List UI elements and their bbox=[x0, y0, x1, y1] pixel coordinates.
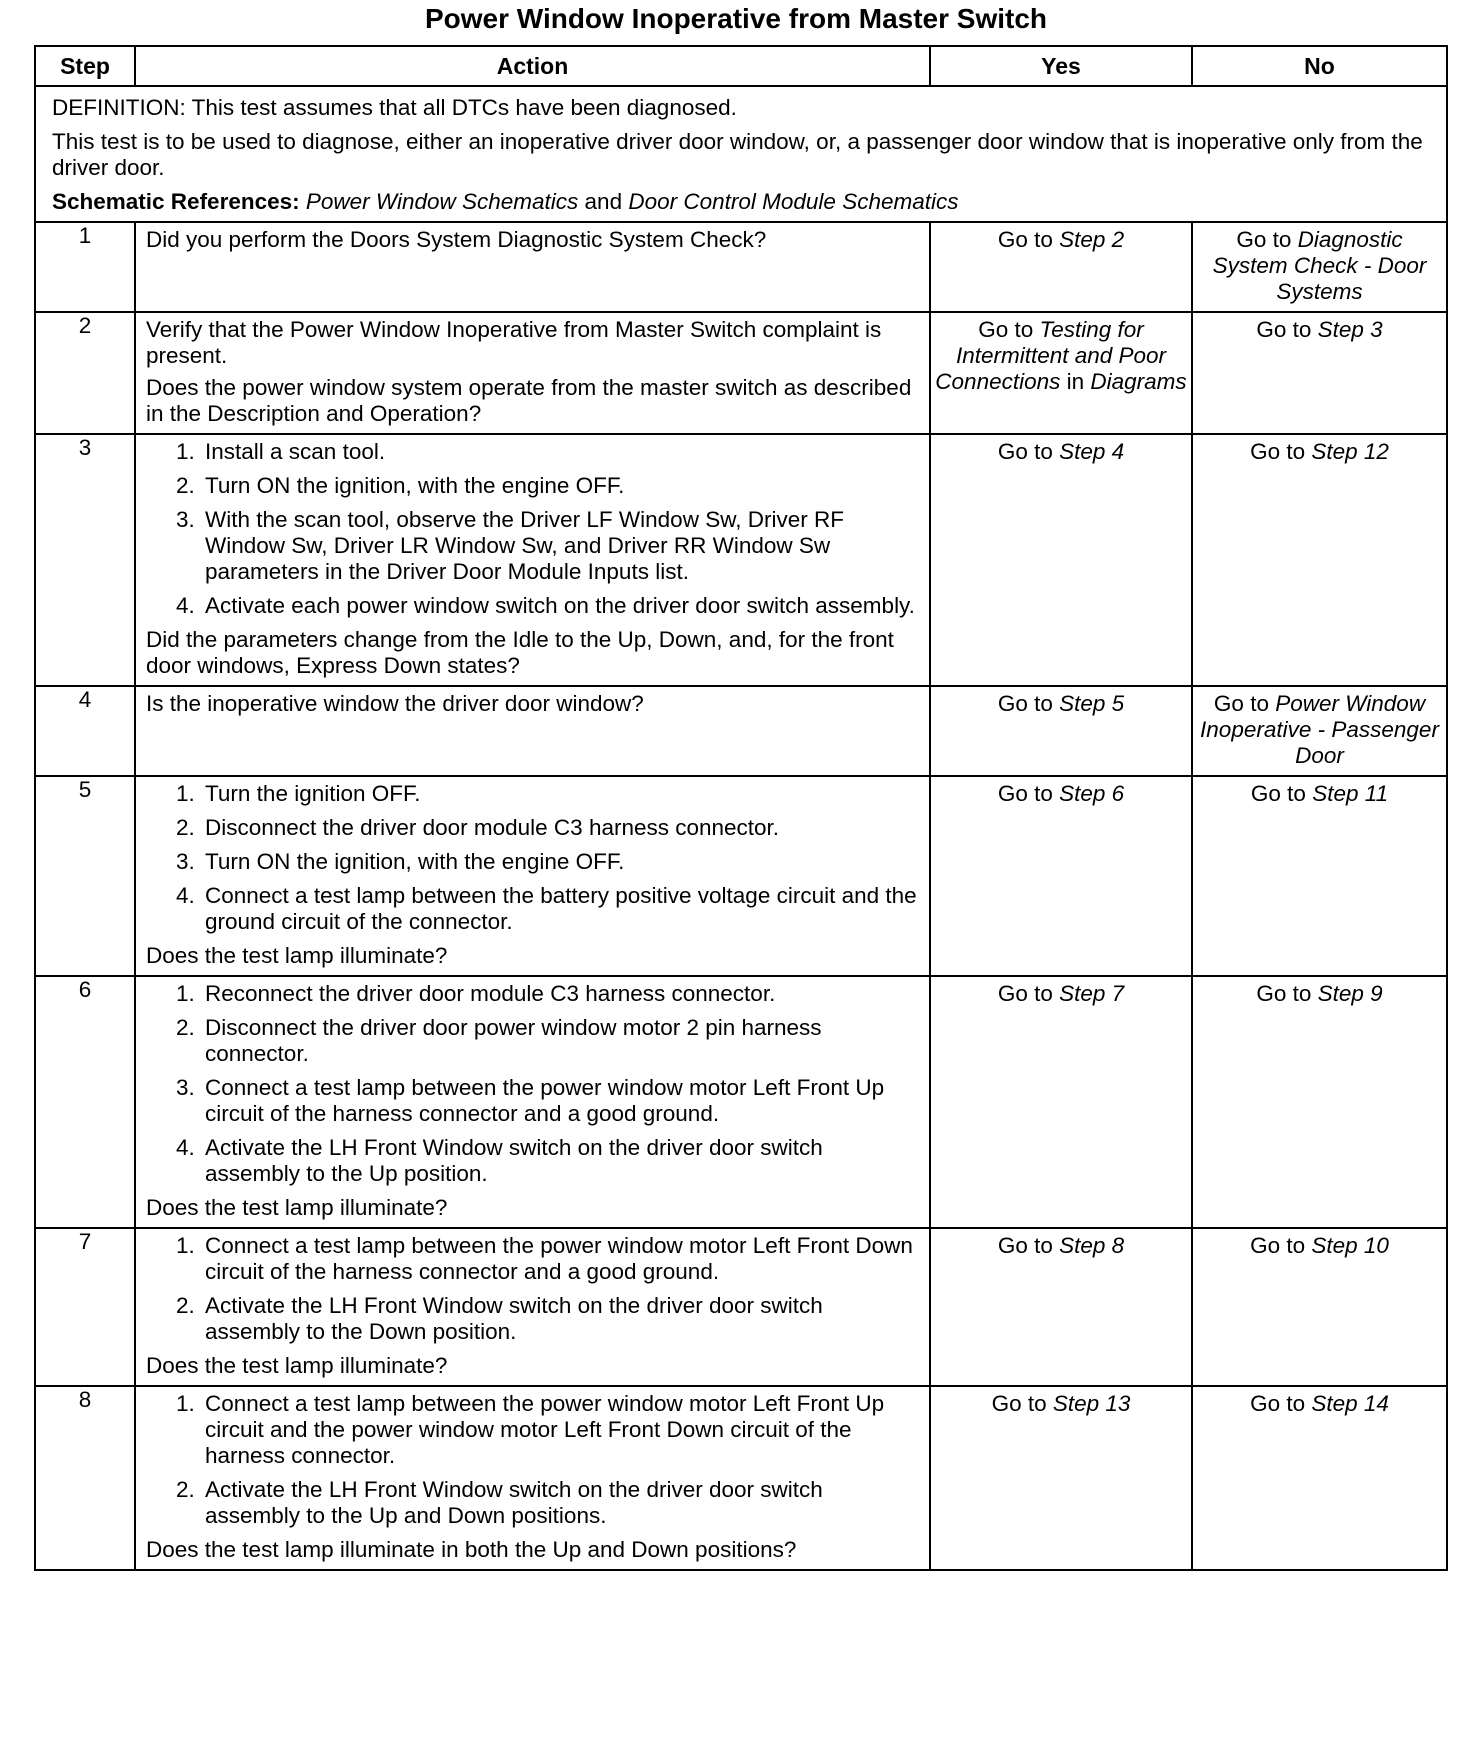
power-window-schematics-link[interactable]: Power Window Schematics bbox=[305, 189, 579, 214]
go-to-text: Go to bbox=[997, 227, 1060, 252]
yes-cell bbox=[930, 434, 1192, 686]
step-row bbox=[35, 1386, 1447, 1570]
procedure-item: 4. Activate each power window switch on the driver door switch assembly. bbox=[201, 593, 921, 619]
step-question: Does the test lamp illuminate? bbox=[146, 943, 448, 968]
diagnostic-table bbox=[34, 45, 1448, 1571]
no-target-link[interactable]: Step 10 bbox=[1311, 1233, 1389, 1258]
step-row bbox=[35, 1228, 1447, 1386]
go-to-text: Go to bbox=[997, 691, 1060, 716]
step-question: Did you perform the Doors System Diagnostic System Check? bbox=[146, 227, 767, 252]
yes-target-link[interactable]: Step 2 bbox=[1059, 227, 1125, 252]
header-row bbox=[35, 46, 1447, 86]
step-question: Does the test lamp illuminate in both the Up and Down positions? bbox=[146, 1537, 797, 1562]
step-instruction: Verify that the Power Window Inoperative from Master Switch complaint is present. bbox=[146, 317, 882, 368]
procedure-item: 4. Activate the LH Front Window switch on the driver door switch assembly to the Up position. bbox=[201, 1135, 921, 1187]
yes-cell bbox=[930, 1386, 1192, 1570]
step-number: 1 bbox=[35, 222, 135, 312]
procedure-item: 1. Connect a test lamp between the power window motor Left Front Down circuit of the harness connector and a good ground. bbox=[201, 1233, 921, 1285]
yes-cell bbox=[930, 312, 1192, 434]
door-control-module-schematics-link[interactable]: Door Control Module Schematics bbox=[628, 189, 959, 214]
go-to-text: Go to bbox=[997, 781, 1060, 806]
action-cell bbox=[135, 686, 930, 776]
step-question: Is the inoperative window the driver door window? bbox=[146, 691, 644, 716]
no-cell bbox=[1192, 434, 1447, 686]
no-cell bbox=[1192, 976, 1447, 1228]
go-to-text: Go to bbox=[1250, 1391, 1312, 1416]
procedure-item: 2. Turn ON the ignition, with the engine OFF. bbox=[201, 473, 921, 499]
step-row bbox=[35, 686, 1447, 776]
go-to-text: Go to bbox=[997, 1233, 1060, 1258]
procedure-item: 3. With the scan tool, observe the Driver LF Window Sw, Driver RF Window Sw, Driver LR Window Sw, and Driver RR Window Sw parameters in the Driver Door Module Inputs list. bbox=[201, 507, 921, 585]
procedure-item: 1. Install a scan tool. bbox=[201, 439, 921, 465]
yes-target-link[interactable]: Step 13 bbox=[1052, 1391, 1131, 1416]
step-number: 5 bbox=[35, 776, 135, 976]
procedure-item: 3. Turn ON the ignition, with the engine OFF. bbox=[201, 849, 921, 875]
yes-target-link[interactable]: Step 7 bbox=[1059, 981, 1125, 1006]
go-to-text: Go to bbox=[1256, 317, 1318, 342]
go-to-text: Go to bbox=[1250, 781, 1313, 806]
step-row bbox=[35, 976, 1447, 1228]
step-row bbox=[35, 434, 1447, 686]
yes-target-link-diagrams[interactable]: Diagrams bbox=[1090, 369, 1187, 394]
go-to-text: Go to bbox=[997, 981, 1060, 1006]
go-to-text: Go to bbox=[978, 317, 1040, 342]
no-target-link[interactable]: Power Window Inoperative - Passenger Door bbox=[1200, 691, 1439, 768]
refs-conjunction: and bbox=[578, 189, 629, 214]
no-cell bbox=[1192, 1386, 1447, 1570]
page-title: Power Window Inoperative from Master Switch bbox=[424, 3, 1048, 34]
procedure-list bbox=[146, 1391, 921, 1529]
procedure-item: 2. Activate the LH Front Window switch on the driver door switch assembly to the Up and Down positions. bbox=[201, 1477, 921, 1529]
no-target-link[interactable]: Step 9 bbox=[1317, 981, 1383, 1006]
no-target-link[interactable]: Step 11 bbox=[1312, 781, 1389, 806]
yes-target-link[interactable]: Step 4 bbox=[1059, 439, 1125, 464]
go-to-text: Go to bbox=[1256, 981, 1318, 1006]
step-number: 4 bbox=[35, 686, 135, 776]
yes-target-link[interactable]: Testing for Intermittent and Poor Connections bbox=[935, 317, 1167, 394]
procedure-item: 1. Reconnect the driver door module C3 harness connector. bbox=[201, 981, 921, 1007]
procedure-item: 1. Turn the ignition OFF. bbox=[201, 781, 921, 807]
step-question: Did the parameters change from the Idle to the Up, Down, and, for the front door windows, Express Down states? bbox=[146, 627, 894, 678]
header-step: Step bbox=[35, 46, 135, 86]
no-target-link[interactable]: Diagnostic System Check - Door Systems bbox=[1212, 227, 1427, 304]
yes-cell bbox=[930, 686, 1192, 776]
step-row bbox=[35, 312, 1447, 434]
step-question: Does the test lamp illuminate? bbox=[146, 1353, 448, 1378]
header-action: Action bbox=[135, 46, 930, 86]
procedure-list bbox=[146, 981, 921, 1187]
procedure-list bbox=[146, 781, 921, 935]
step-number: 3 bbox=[35, 434, 135, 686]
definition-text: DEFINITION: This test assumes that all DTCs have been diagnosed. bbox=[52, 95, 737, 120]
go-to-text: Go to bbox=[1250, 439, 1312, 464]
yes-target-in: in bbox=[1060, 369, 1091, 394]
go-to-text: Go to bbox=[1236, 227, 1298, 252]
procedure-list bbox=[146, 1233, 921, 1345]
yes-cell bbox=[930, 222, 1192, 312]
action-cell bbox=[135, 1386, 930, 1570]
action-cell bbox=[135, 222, 930, 312]
schematic-references bbox=[52, 189, 1436, 215]
step-number: 2 bbox=[35, 312, 135, 434]
procedure-list bbox=[146, 439, 921, 619]
no-cell bbox=[1192, 776, 1447, 976]
no-cell bbox=[1192, 1228, 1447, 1386]
procedure-item: 2. Activate the LH Front Window switch on the driver door switch assembly to the Down position. bbox=[201, 1293, 921, 1345]
procedure-item: 4. Connect a test lamp between the battery positive voltage circuit and the ground circuit of the connector. bbox=[201, 883, 921, 935]
go-to-text: Go to bbox=[1213, 691, 1276, 716]
no-target-link[interactable]: Step 3 bbox=[1317, 317, 1383, 342]
no-target-link[interactable]: Step 12 bbox=[1311, 439, 1389, 464]
yes-cell bbox=[930, 976, 1192, 1228]
go-to-text: Go to bbox=[991, 1391, 1053, 1416]
go-to-text: Go to bbox=[1250, 1233, 1312, 1258]
yes-cell bbox=[930, 776, 1192, 976]
definition-scope: This test is to be used to diagnose, either an inoperative driver door window, or, a passenger door window that is inoperative only from the driver door. bbox=[52, 129, 1423, 180]
yes-cell bbox=[930, 1228, 1192, 1386]
action-cell bbox=[135, 434, 930, 686]
action-cell bbox=[135, 776, 930, 976]
procedure-item: 1. Connect a test lamp between the power window motor Left Front Up circuit and the power window motor Left Front Down circuit of the harness connector. bbox=[201, 1391, 921, 1469]
action-cell bbox=[135, 976, 930, 1228]
definition-cell bbox=[35, 86, 1447, 222]
procedure-item: 2. Disconnect the driver door power window motor 2 pin harness connector. bbox=[201, 1015, 921, 1067]
yes-target-link[interactable]: Step 8 bbox=[1059, 1233, 1125, 1258]
yes-target-link[interactable]: Step 6 bbox=[1059, 781, 1125, 806]
no-cell bbox=[1192, 686, 1447, 776]
yes-target-link[interactable]: Step 5 bbox=[1059, 691, 1125, 716]
no-target-link[interactable]: Step 14 bbox=[1311, 1391, 1389, 1416]
step-number: 7 bbox=[35, 1228, 135, 1386]
step-number: 6 bbox=[35, 976, 135, 1228]
definition-row bbox=[35, 86, 1447, 222]
step-row bbox=[35, 222, 1447, 312]
step-row bbox=[35, 776, 1447, 976]
header-yes: Yes bbox=[930, 46, 1192, 86]
no-cell bbox=[1192, 222, 1447, 312]
step-number: 8 bbox=[35, 1386, 135, 1570]
schematic-references-label: Schematic References: bbox=[52, 189, 300, 214]
go-to-text: Go to bbox=[997, 439, 1060, 464]
step-question: Does the test lamp illuminate? bbox=[146, 1195, 448, 1220]
step-question: Does the power window system operate from the master switch as described in the Description and Operation? bbox=[146, 375, 912, 426]
header-no: No bbox=[1192, 46, 1447, 86]
action-cell bbox=[135, 312, 930, 434]
no-cell bbox=[1192, 312, 1447, 434]
procedure-item: 2. Disconnect the driver door module C3 harness connector. bbox=[201, 815, 921, 841]
action-cell bbox=[135, 1228, 930, 1386]
procedure-item: 3. Connect a test lamp between the power window motor Left Front Up circuit of the harness connector and a good ground. bbox=[201, 1075, 921, 1127]
